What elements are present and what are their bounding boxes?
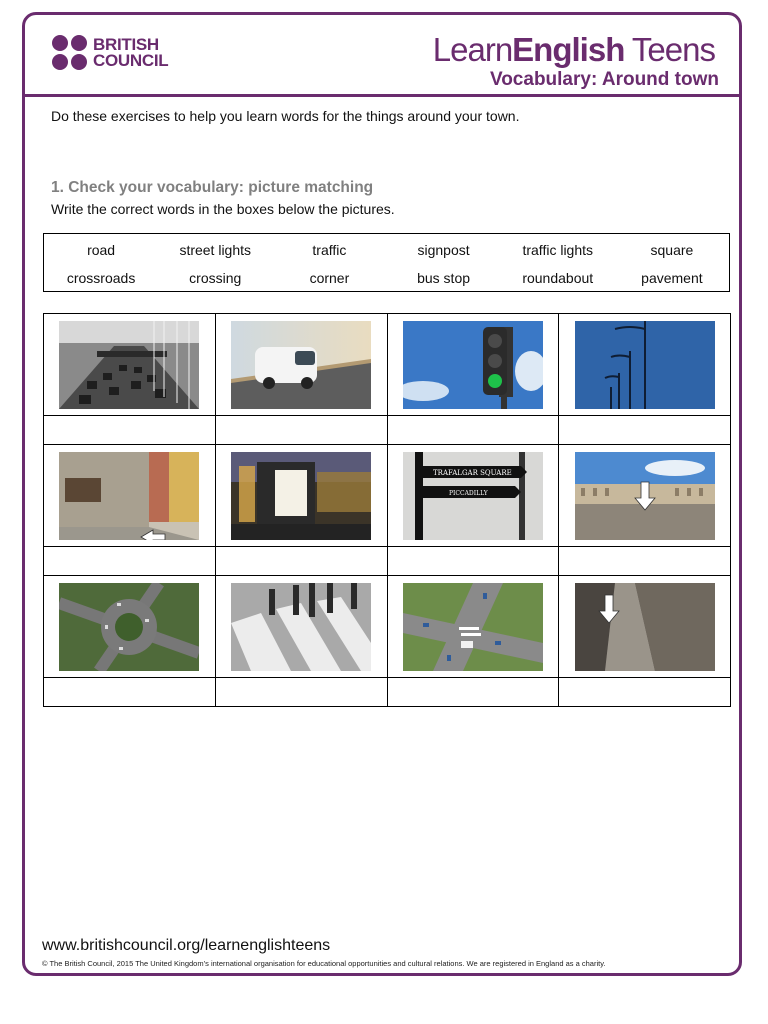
learnenglish-teens-logo: LearnEnglish Teens	[432, 31, 715, 68]
answer-box[interactable]	[559, 678, 731, 707]
word-bank-item: crossing	[189, 270, 242, 286]
footer-url[interactable]: www.britishcouncil.org/learnenglishteens	[42, 937, 331, 954]
signpost-text: TRAFALGAR SQUARE	[432, 468, 512, 477]
word-bank-item: corner	[309, 270, 350, 286]
word-bank-item: bus stop	[417, 270, 471, 286]
answer-box[interactable]	[44, 416, 216, 445]
answer-box[interactable]	[216, 416, 388, 445]
bc-logo-line1: BRITISH	[93, 35, 159, 54]
picture-cell	[216, 314, 388, 416]
word-bank-item: pavement	[641, 270, 703, 286]
picture-matching-grid	[43, 313, 731, 707]
word-bank-item: roundabout	[522, 270, 594, 286]
picture-cell	[44, 576, 216, 678]
bc-logo-line2: COUNCIL	[93, 51, 169, 70]
picture-cell	[559, 314, 731, 416]
road-photo	[231, 321, 371, 409]
footer-legal-text: © The British Council, 2015 The United Kingdom’s international organisation for educational opportunities and cultural relations. We are registered in England as a charity.	[42, 959, 606, 968]
traffic-photo	[59, 321, 199, 409]
picture-cell	[388, 314, 560, 416]
answer-box[interactable]	[559, 547, 731, 576]
answer-box[interactable]	[388, 416, 560, 445]
word-bank-item: street lights	[179, 242, 252, 258]
street-lights-photo	[575, 321, 715, 409]
signpost-photo	[403, 452, 543, 540]
exercise-title: 1. Check your vocabulary: picture matching	[51, 179, 374, 196]
picture-cell	[44, 314, 216, 416]
british-council-dots-icon	[52, 35, 88, 71]
picture-cell	[559, 445, 731, 547]
corner-photo	[59, 452, 199, 540]
picture-cell	[388, 445, 560, 547]
word-bank-item: road	[87, 242, 116, 258]
answer-box[interactable]	[388, 547, 560, 576]
crossing-photo	[231, 583, 371, 671]
traffic-lights-photo	[403, 321, 543, 409]
signpost-text: PICCADILLY	[448, 489, 488, 497]
word-bank-item: traffic	[312, 242, 347, 258]
picture-cell	[44, 445, 216, 547]
word-bank-item: crossroads	[66, 270, 136, 286]
word-bank-item: traffic lights	[522, 242, 594, 258]
header-divider	[25, 94, 739, 97]
answer-box[interactable]	[559, 416, 731, 445]
roundabout-photo	[59, 583, 199, 671]
answer-box[interactable]	[216, 678, 388, 707]
picture-cell	[559, 576, 731, 678]
worksheet-frame	[22, 12, 742, 976]
pavement-photo	[575, 583, 715, 671]
answer-box[interactable]	[388, 678, 560, 707]
page-title: Vocabulary: Around town	[489, 69, 719, 90]
bus-stop-photo	[231, 452, 371, 540]
crossroads-photo	[403, 583, 543, 671]
square-photo	[575, 452, 715, 540]
word-bank-item: square	[650, 242, 694, 258]
answer-box[interactable]	[216, 547, 388, 576]
word-bank	[43, 233, 730, 292]
british-council-logo	[52, 35, 168, 71]
intro-text: Do these exercises to help you learn words for the things around your town.	[51, 108, 520, 124]
picture-cell	[388, 576, 560, 678]
answer-box[interactable]	[44, 547, 216, 576]
answer-box[interactable]	[44, 678, 216, 707]
picture-cell	[216, 445, 388, 547]
picture-cell	[216, 576, 388, 678]
word-bank-item: signpost	[417, 242, 470, 258]
exercise-instruction: Write the correct words in the boxes below the pictures.	[51, 201, 395, 217]
